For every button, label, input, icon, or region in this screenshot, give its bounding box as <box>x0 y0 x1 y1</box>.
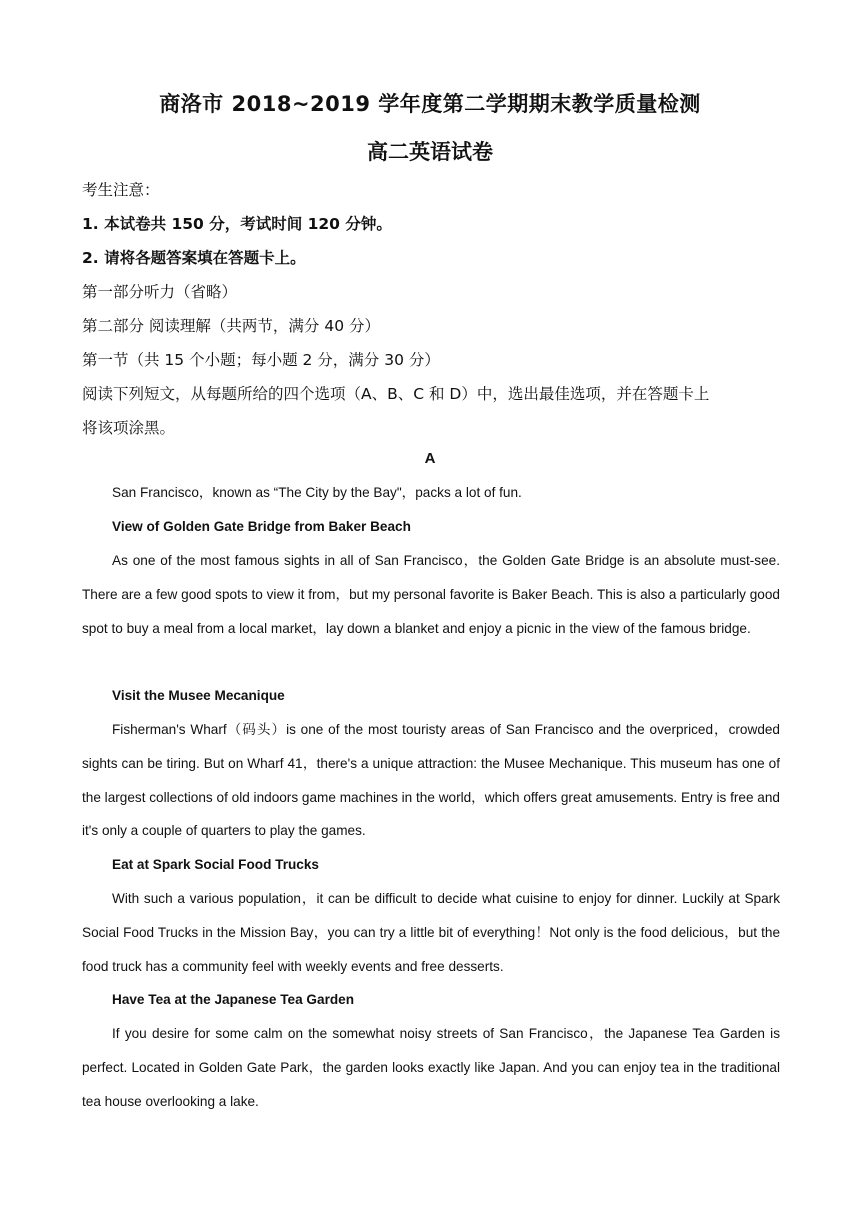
exam-subtitle: 高二英语试卷 <box>367 140 493 164</box>
section1-heading: 第一节（共 15 个小题；每小题 2 分，满分 30 分） <box>82 351 440 369</box>
exam-title: 商洛市 2018~2019 学年度第二学期期末教学质量检测 <box>159 92 701 116</box>
part2-heading: 第二部分 阅读理解（共两节，满分 40 分） <box>82 317 381 335</box>
instructions-line-1: 阅读下列短文，从每题所给的四个选项（A、B、C 和 D）中，选出最佳选项，并在答题卡上 <box>82 385 710 403</box>
notice-header: 考生注意： <box>82 181 160 199</box>
section-text-food-trucks: With such a various population，it can be difficult to decide what cuisine to enjoy for dinner. Luckily at Spark Social Food Trucks in the Mission Bay，you can try a little bit of everything！Not only is the food delicious，but the food truck has a community feel with weekly events and free desserts. <box>82 891 780 974</box>
passage-intro: San Francisco，known as “The City by the Bay"，packs a lot of fun. <box>112 485 522 500</box>
section-text-bridge: As one of the most famous sights in all of San Francisco，the Golden Gate Bridge is an absolute must-see. There are a few good spots to view it from，but my personal favorite is Baker Beach. This is also a particularly good spot to buy a meal from a local market，lay down a blanket and enjoy a picnic in the view of the famous bridge. <box>82 553 780 636</box>
passage-letter: A <box>424 450 436 467</box>
section-heading-bridge: View of Golden Gate Bridge from Baker Beach <box>112 519 411 534</box>
section-heading-food-trucks: Eat at Spark Social Food Trucks <box>112 857 319 872</box>
section-heading-tea-garden: Have Tea at the Japanese Tea Garden <box>112 992 355 1007</box>
section-text-museum: Fisherman's Wharf（码头）is one of the most touristy areas of San Francisco and the overpriced，crowded sights can be tiring. But on Wharf 41，there's a unique attraction: the Musee Mechanique. This museum has one of the largest collections of old indoors game machines in the world，which offers great amusements. Entry is free and it's only a couple of quarters to play the games. <box>82 722 780 839</box>
notice-item-2: 2. 请将各题答案填在答题卡上。 <box>82 249 306 267</box>
section-heading-museum: Visit the Musee Mecanique <box>112 688 285 703</box>
part1-heading: 第一部分听力（省略） <box>82 283 238 301</box>
section-text-tea-garden: If you desire for some calm on the somewhat noisy streets of San Francisco，the Japanese Tea Garden is perfect. Located in Golden Gate Park，the garden looks exactly like Japan. And you can enjoy tea in the traditional tea house overlooking a lake. <box>82 1026 780 1109</box>
notice-item-1: 1. 本试卷共 150 分，考试时间 120 分钟。 <box>82 215 392 233</box>
instructions-line-2: 将该项涂黑。 <box>82 419 176 437</box>
